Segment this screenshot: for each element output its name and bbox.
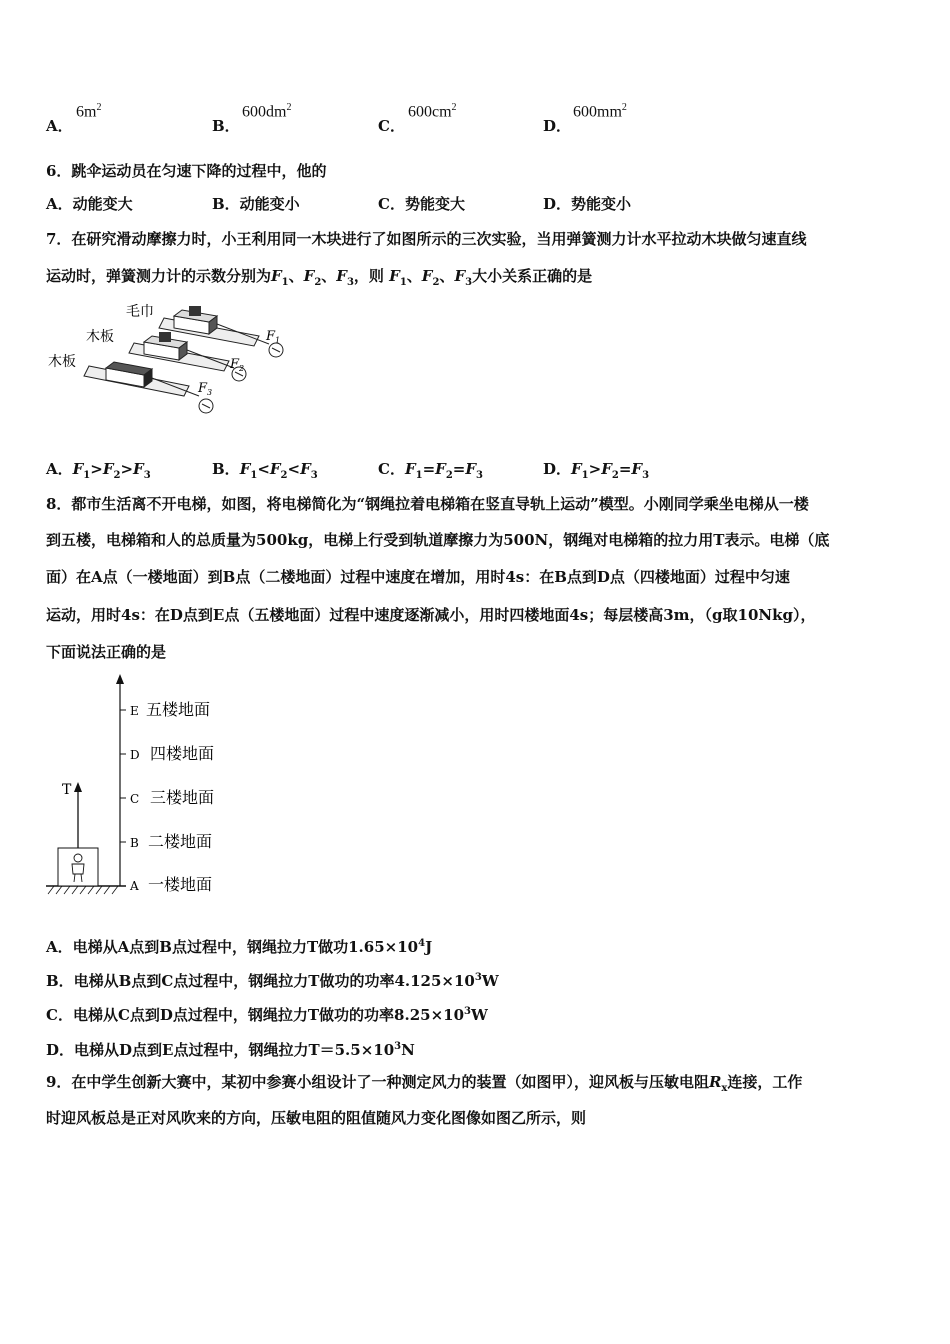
tension-label: T (62, 782, 72, 798)
floor-name-3: 三楼地面 (150, 788, 215, 807)
q5-option-d[interactable] (543, 116, 571, 136)
q8-stem-line2: 到五楼，电梯箱和人的总质量为500kg，电梯上行受到轨道摩擦力为500N，钢绳对电梯箱的拉力用T表示。电梯（底 (46, 531, 830, 549)
floor-name-1: 一楼地面 (148, 875, 213, 894)
q5-option-b[interactable] (212, 116, 240, 136)
q5-option-c-unit: $600cm^2$ (408, 102, 457, 121)
floor-name-4: 四楼地面 (150, 744, 215, 763)
q7-friction-figure (44, 298, 304, 428)
q8-option-b[interactable]: B．电梯从B点到C点过程中，钢绳拉力T做功的功率$4.125\times 10^3W$ (46, 972, 499, 990)
q5-option-c[interactable] (378, 116, 405, 136)
q6-option-b[interactable]: B．动能变小 (212, 195, 300, 213)
option-letter: C． (378, 117, 405, 135)
floor-point-c: C (130, 792, 140, 806)
q8-stem-line5: 下面说法正确的是 (46, 643, 167, 661)
q5-option-b-unit: $600dm^2$ (242, 102, 292, 121)
q6-stem: 6．跳伞运动员在匀速下降的过程中，他的 (46, 162, 327, 180)
q7-stem-line2: 运动时，弹簧测力计的示数分别为$F_1$、$F_2$、$F_3$，则 $F_1$、$F_2$、$F_3$大小关系正确的是 (46, 267, 593, 288)
q6-option-a[interactable]: A．动能变大 (46, 195, 133, 213)
floor-point-a: A (130, 879, 139, 893)
floor-point-d: D (130, 748, 140, 762)
q7-option-b[interactable]: B．$F_1<F_2<F_3$ (212, 460, 318, 481)
q8-option-c[interactable]: C．电梯从C点到D点过程中，钢绳拉力T做功的功率$8.25\times 10^3W$ (46, 1006, 488, 1024)
q7-option-a[interactable]: A．$F_1>F_2>F_3$ (46, 460, 151, 481)
q8-elevator-figure (40, 670, 240, 902)
floor-point-e: E (130, 704, 139, 718)
q8-option-d[interactable]: D．电梯从D点到E点过程中，钢绳拉力$T=5.5\times 10^3N$ (46, 1041, 415, 1059)
q8-stem-line4: 运动，用时4s：在D点到E点（五楼地面）过程中速度逐渐减小，用时四楼地面4s；每层楼高3m，（g取10Nkg）， (46, 606, 816, 624)
q7-option-c[interactable]: C．$F_1=F_2=F_3$ (378, 460, 483, 481)
q7-stem-line1: 7．在研究滑动摩擦力时，小王利用同一木块进行了如图所示的三次实验，当用弹簧测力计水平拉动木块做匀速直线 (46, 230, 807, 248)
q5-option-a[interactable] (46, 116, 73, 136)
q6-option-c[interactable]: C．势能变大 (378, 195, 465, 213)
label-towel: 毛巾 (126, 304, 154, 320)
option-letter: D． (543, 117, 572, 135)
ground-hatch (48, 886, 118, 894)
q8-stem-line3: 面）在A点（一楼地面）到B点（二楼地面）过程中速度在增加，用时4s：在B点到D点（四楼地面）过程中匀速 (46, 568, 790, 586)
label-f1: $F_1$ (266, 329, 281, 345)
label-board-2: 木板 (48, 354, 76, 370)
label-f2: $F_2$ (230, 357, 245, 373)
axis-arrow (116, 674, 124, 684)
q9-stem-line2: 时迎风板总是正对风吹来的方向，压敏电阻的阻值随风力变化图像如图乙所示，则 (46, 1109, 587, 1127)
label-f3: $F_3$ (198, 381, 213, 397)
floor-name-2: 二楼地面 (148, 832, 213, 851)
floor-point-b: B (130, 836, 139, 850)
tension-arrowhead (74, 782, 82, 792)
label-board-1: 木板 (86, 329, 114, 345)
q8-option-a[interactable]: A．电梯从A点到B点过程中，钢绳拉力T做功$1.65\times 10^4J$ (46, 938, 433, 956)
floor-name-5: 五楼地面 (146, 700, 211, 719)
q7-option-d[interactable]: D．$F_1>F_2=F_3$ (543, 460, 650, 481)
option-letter: B． (212, 117, 240, 135)
q6-option-d[interactable]: D．势能变小 (543, 195, 632, 213)
q8-stem-line1: 8．都市生活离不开电梯，如图，将电梯简化为“钢绳拉着电梯箱在竖直导轨上运动”模型。小刚同学乘坐电梯从一楼 (46, 495, 809, 513)
block-3 (106, 362, 152, 387)
q5-option-a-unit: $6m^2$ (76, 102, 102, 121)
q5-option-d-unit: $600mm^2$ (573, 102, 627, 121)
option-letter: A． (46, 117, 73, 135)
q9-stem-line1: 9．在中学生创新大赛中，某初中参赛小组设计了一种测定风力的装置（如图甲），迎风板与压敏电阻$R_x$连接，工作 (46, 1073, 803, 1094)
